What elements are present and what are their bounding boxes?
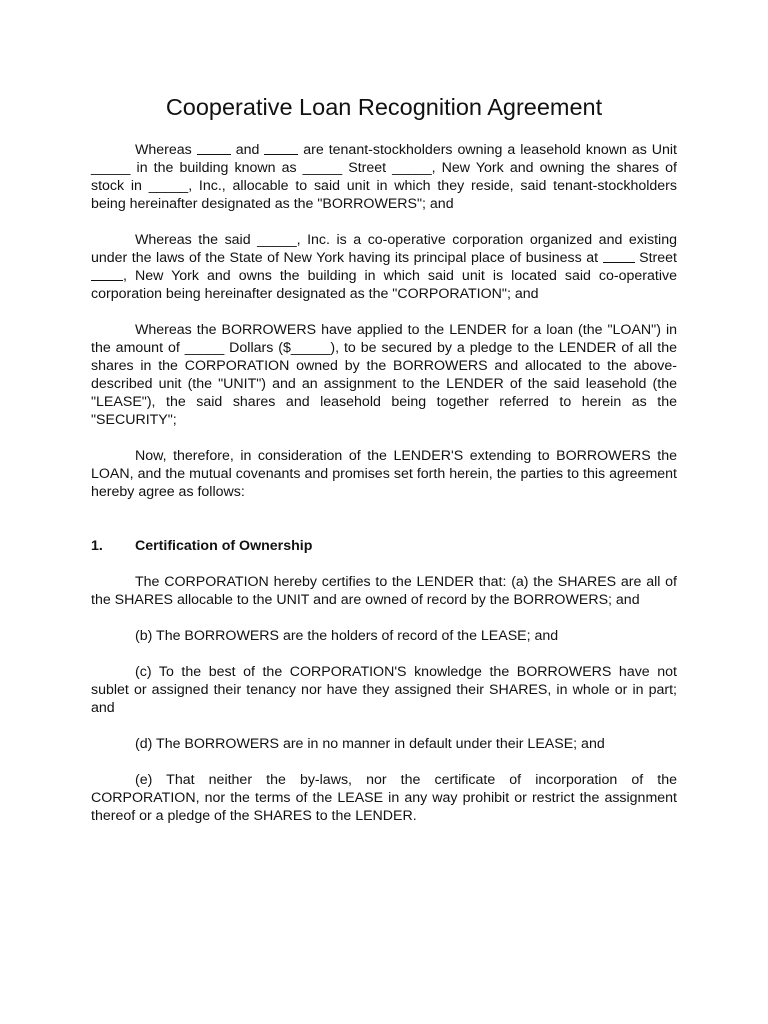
recital-1-text-a: Whereas — [135, 142, 192, 158]
recital-2-text-c: , New York and owns the building in which said unit is located said co-operative corporation being hereinafter designated as the "CORPORATION"; and — [91, 268, 677, 302]
recital-1-text-c: are tenant-stockholders owning a leasehold known as Unit _____ in the building known as _____ Street _____, New York and owning the shares of stock in _____, Inc., allocable to said unit in which they reside, said tenant-stockholders being hereinafter designated as the "BORROWERS"; and — [91, 142, 677, 212]
recital-paragraph-3: Whereas the BORROWERS have applied to the LENDER for a loan (the "LOAN") in the amount of _____ Dollars ($_____), to be secured by a pledge to the LENDER of all the shares in the CORPORATION owned by the BORROWERS and allocated to the above-described unit (the "UNIT") and an assignment to the LENDER of the said leasehold (the "LEASE"), the said shares and leasehold being together referred to herein as the "SECURITY"; — [91, 322, 677, 428]
blank-line — [603, 250, 635, 263]
section-paragraph-c: (c) To the best of the CORPORATION'S knowledge the BORROWERS have not sublet or assigned their tenancy nor have they assigned their SHARES, in whole or in part; and — [91, 664, 677, 716]
blank-line — [91, 268, 123, 281]
recital-paragraph-1 — [91, 141, 677, 213]
section-paragraph-e: (e) That neither the by-laws, nor the certificate of incorporation of the CORPORATION, nor the terms of the LEASE in any way prohibit or restrict the assignment thereof or a pledge of the SHARES to the LENDER. — [91, 772, 677, 824]
section-paragraph-d: (d) The BORROWERS are in no manner in default under their LEASE; and — [135, 736, 605, 752]
blank-line — [264, 142, 298, 155]
document-title: Cooperative Loan Recognition Agreement — [165, 94, 603, 120]
section-paragraph-a: The CORPORATION hereby certifies to the LENDER that: (a) the SHARES are all of the SHARES allocable to the UNIT and are owned of record by the BORROWERS; and — [91, 574, 677, 608]
recital-2-text-b: Street — [639, 250, 677, 266]
recital-1-text-b: and — [235, 142, 260, 158]
blank-line — [197, 142, 231, 155]
section-paragraph-b: (b) The BORROWERS are the holders of record of the LEASE; and — [135, 628, 559, 644]
recital-paragraph-4: Now, therefore, in consideration of the LENDER'S extending to BORROWERS the LOAN, and the mutual covenants and promises set forth herein, the parties to this agreement hereby agree as follows: — [91, 448, 677, 500]
section-number: 1. — [91, 538, 103, 554]
section-heading — [91, 537, 677, 555]
recital-paragraph-2 — [91, 231, 677, 303]
document-body — [91, 141, 677, 843]
section-title: Certification of Ownership — [135, 538, 313, 554]
recital-2-text-a: Whereas the said _____, Inc. is a co-operative corporation organized and existing under the laws of the State of New York having its principal place of business at — [91, 232, 677, 266]
